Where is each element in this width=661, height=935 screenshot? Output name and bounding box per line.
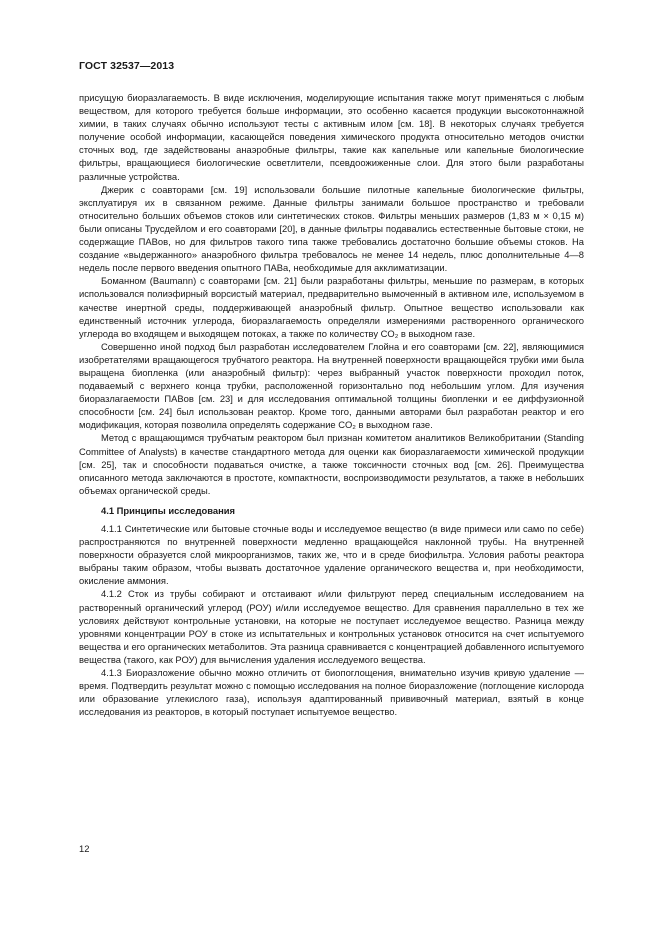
paragraph: Совершенно иной подход был разработан исследователем Глойна и его соавторами [см. 22], являющимися изобретателями вращающегося трубчатого реактора. На внутренней поверхности вращающейся трубки ими была выращена биопленка (или анаэробный фильтр): через выбранный участок поверхности проходил поток, подаваемый с верхнего конца трубки, расположенной горизонтально под небольшим углом. Для изучения биоразлагаемости ПАВов [см. 23] и для исследования оптимальной толщины биопленки и ее диффузионной способности [см. 24] был использован реактор. Кроме того, данными авторами был разработан реактор и его модификация, которая позволила определять содержание CO₂ в выходном газе. (79, 340, 584, 431)
paragraph: Метод с вращающимся трубчатым реактором был признан комитетом аналитиков Великобритании (Standing Committee of Analysts) в качестве стандартного метода для оценки как биоразлагаемости химической продукции [см. 25], так и способности подаваться очистке, а также токсичности сточных вод [см. 26]. Преимущества описанного метода заключаются в простоте, компактности, воспроизводимости результатов, а также в небольших объемах органической среды. (79, 432, 584, 496)
clause-4-1-3: 4.1.3 Биоразложение обычно можно отличить от биопоглощения, внимательно изучив кривую удаление — время. Подтвердить результат можно с помощью исследования на полное биоразложение (поглощение кислорода или образование углекислого газа), используя адаптированный прививочный материал, взятый в конце исследования из реакторов, в который поступает испытуемое вещество. (79, 667, 584, 718)
paragraph: Джерик с соавторами [см. 19] использовали большие пилотные капельные биологические фильтры, эксплуатируя их в связанном режиме. Данные фильтры занимали большое пространство и требовали относительно больших объемов стоков или синтетических стоков. Фильтры меньших размеров (1,83 м × 0,15 м) были описаны Трусдейлом и его соавторами [20], в данные фильтры подавались естественные бытовые стоки, не содержащие ПАВов, но для фильтров такого типа также требовались достаточно большие объемы стоков. На создание «выдержанного» анаэробного фильтра требовалось не менее 14 недель, плюс дополнительные 4—8 недель после первого введения опытного ПАВа, необходимые для акклиматизации. (79, 183, 584, 274)
paragraph-continuation: присущую биоразлагаемость. В виде исключения, моделирующие испытания также могут применяться с любым веществом, для которого требуется больше информации, это особенно касается продукции высокотоннажной химии, в таких случаях обычно используют тесты с активным илом [см. 18]. В некоторых случаях требуется получение особой информации, касающейся поведения химического продукта относительно методов очистки сточных вод, где задействованы анаэробные фильтры, такие как капельные или капельные биологические фильтры, вращающиеся биологические осветлители, псевдоожиженные слои. Для этого были разработаны различные устройства. (79, 92, 584, 182)
page-number: 12 (79, 843, 90, 854)
clause-4-1-1: 4.1.1 Синтетические или бытовые сточные воды и исследуемое вещество (в виде примеси или само по себе) распространяются по внутренней поверхности медленно вращающейся наклонной трубы. На внутренней поверхности образуется слой микроорганизмов, таких же, что и в среде биофильтра. Условия работы реактора выбраны таким образом, чтобы вызвать достаточное удаление органического вещества и, при необходимости, окисление аммония. (79, 523, 584, 587)
document-header: ГОСТ 32537—2013 (79, 60, 175, 72)
body-text (79, 91, 584, 718)
paragraph: Боманном (Baumann) с соавторами [см. 21] были разработаны фильтры, меньшие по размерам, в которых использовался полиэфирный ворсистый материал, предварительно вымоченный в активном иле, используемом в качестве инертной среды, поддерживающей анаэробный фильтр. Опытное вещество использовали как единственный источник углерода, биоразлагаемость определяли измерениями растворенного органического углерода во входящем и выходящем потоках, а также по количеству CO₂ в выходном газе. (79, 275, 584, 339)
section-heading: 4.1 Принципы исследования (101, 504, 235, 516)
clause-4-1-2: 4.1.2 Сток из трубы собирают и отстаивают и/или фильтруют перед специальным исследованием на растворенный органический углерод (РОУ) и/или исследуемое вещество. Для сравнения параллельно в тех же условиях действуют контрольные установки, на которые не поступает исследуемое вещество. Разница между уровнями концентрации РОУ в стоке из испытательных и контрольных установок относится на счет испытуемого вещества и его органических метаболитов. Эта разница сравнивается с концентрацией добавленного испытуемого вещества (такого, как РОУ) для вычисления удаления исследуемого вещества. (79, 588, 584, 665)
